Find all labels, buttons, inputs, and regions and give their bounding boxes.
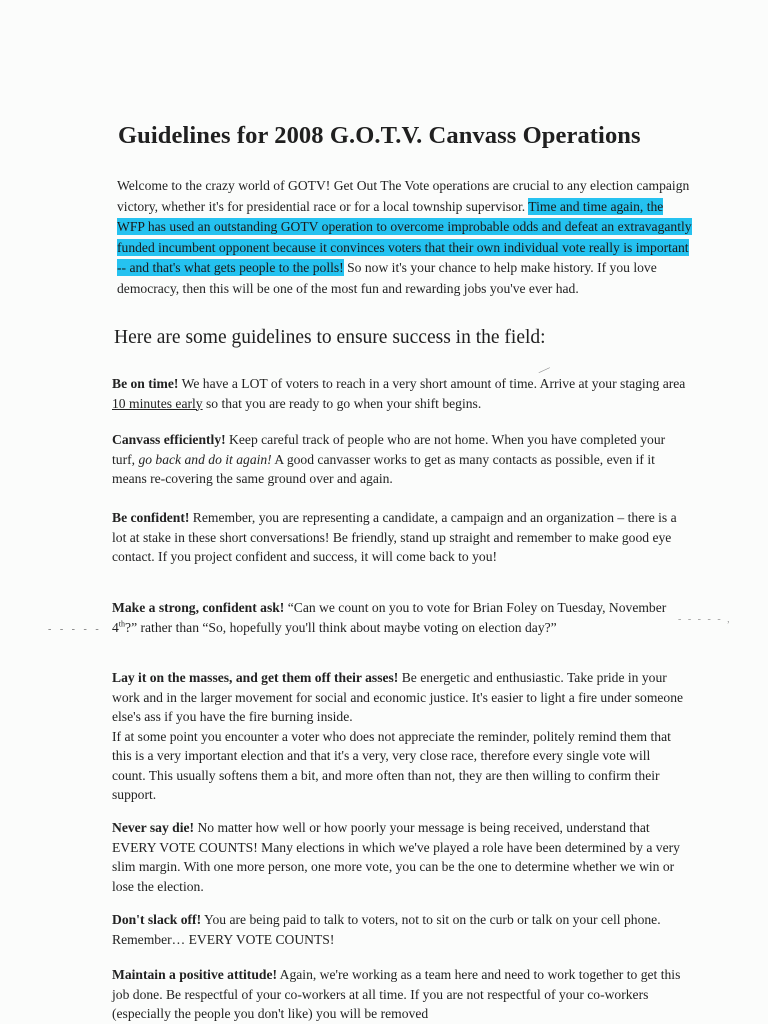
guideline-never-say-die: [112, 818, 687, 896]
scan-artifact: - - - - -: [48, 624, 102, 635]
guideline-positive-attitude: [112, 965, 687, 1024]
guideline-heading: Be confident!: [112, 510, 190, 525]
intro-text-before: Welcome to the crazy world of GOTV! Get Out The Vote operations are crucial to any election campaign victory, whether it's for presidential race or for a local township supervisor.: [117, 178, 690, 214]
guideline-text: so that you are ready to go when your shift begins.: [202, 395, 482, 411]
guideline-text: We have a LOT of voters to reach in a very short amount of time. Arrive at your staging area: [178, 376, 686, 391]
guideline-heading: Make a strong, confident ask!: [112, 600, 285, 615]
underlined-text: 10 minutes early: [112, 395, 203, 411]
guideline-heading: Never say die!: [112, 820, 195, 835]
guideline-text: Remember, you are representing a candidate, a campaign and an organization – there is a lot at stake in these short conversations! Be friendly, stand up straight and remember to make good eye contact. If you project confident and success, it will come back to you!: [112, 510, 677, 564]
guideline-heading: Canvass efficiently!: [112, 432, 226, 447]
section-subheading: Here are some guidelines to ensure success in the field:: [114, 327, 546, 348]
guideline-dont-slack: [112, 910, 687, 949]
guideline-heading: Be on time!: [112, 376, 179, 391]
italic-text: go back and do it again!: [138, 451, 272, 467]
guideline-strong-ask: [112, 598, 687, 637]
guideline-be-confident: [112, 508, 687, 567]
guideline-be-on-time: [112, 374, 687, 413]
page-title: Guidelines for 2008 G.O.T.V. Canvass Operations: [118, 122, 641, 149]
guideline-text: A good canvasser works to get as many contacts as possible, even if it means re-covering the same ground over and again.: [112, 451, 655, 486]
guideline-text: If at some point you encounter a voter who does not appreciate the reminder, politely remind them that this is a very important election and that it's a very, very close race, therefore every single vote will count. This usually softens them a bit, and more often than not, they are then willing to confirm their support.: [112, 728, 671, 802]
guideline-text: ?” rather than “So, hopefully you'll think about maybe voting on election day?”: [125, 619, 557, 635]
guideline-text: You are being paid to talk to voters, not to sit on the curb or talk on your cell phone. Remember… EVERY VOTE COUNTS!: [112, 912, 661, 947]
superscript: th: [118, 618, 126, 628]
guideline-heading: Lay it on the masses, and get them off their asses!: [112, 670, 399, 685]
guideline-canvass-efficiently: [112, 430, 687, 489]
guideline-text: No matter how well or how poorly your message is being received, understand that EVERY VOTE COUNTS! Many elections in which we've played a role have been determined by a very slim margin. With one more person, one more vote, you can be the one to determine whether we win or lose the election.: [112, 820, 680, 894]
intro-text-after: So now it's your chance to help make history. If you love democracy, then this will be one of the most fun and rewarding jobs you've ever had.: [117, 260, 657, 296]
highlighted-passage: Time and time again, the WFP has used an outstanding GOTV operation to overcome improbable odds and defeat an extravagantly funded incumbent opponent because it convinces voters that their own individual vote really is important -- and that's what gets people to the polls!: [117, 198, 692, 275]
guideline-text: “Can we count on you to vote for Brian Foley on Tuesday, November 4: [112, 600, 667, 635]
guideline-heading: Maintain a positive attitude!: [112, 967, 278, 982]
guideline-text: Be energetic and enthusiastic. Take pride in your work and in the larger movement for social and economic justice. It's easier to light a fire under someone else's ass if you have the fire burning inside.: [112, 670, 684, 724]
pen-mark: —: [535, 360, 553, 378]
guideline-heading: Don't slack off!: [112, 912, 202, 927]
intro-paragraph: [117, 176, 692, 299]
guideline-energy: [112, 668, 687, 805]
scan-artifact: - - - - - ,: [678, 614, 732, 625]
guideline-text: Again, we're working as a team here and need to work together to get this job done. Be respectful of your co-workers at all time. If you are not respectful of your co-workers (especially the people you don't like) you will be removed: [112, 967, 681, 1021]
guideline-text: Keep careful track of people who are not home. When you have completed your turf,: [112, 432, 666, 467]
